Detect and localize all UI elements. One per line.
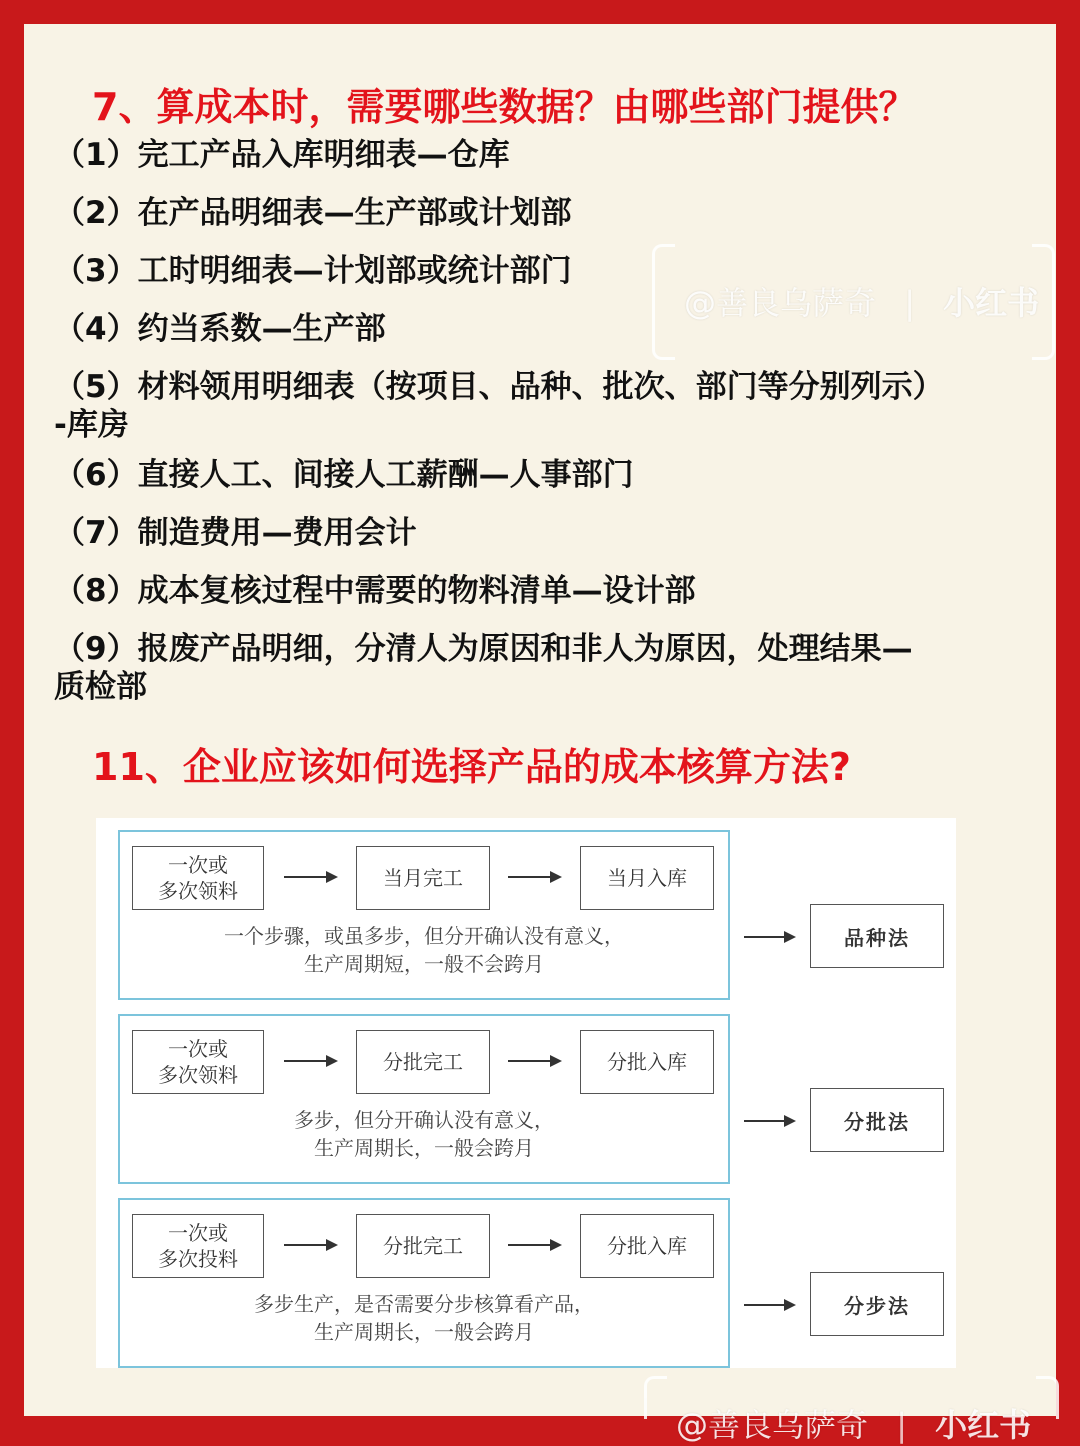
heading-question-7: 7、算成本时，需要哪些数据？由哪些部门提供？ (92, 85, 917, 129)
data-source-list (54, 136, 1054, 718)
watermark-separator: | (904, 284, 915, 322)
right-arrow-icon (744, 1120, 794, 1122)
watermark-handle: @善良乌萨奇 (676, 1406, 869, 1444)
step-material-line1: 一次或 (168, 1221, 228, 1245)
watermark-brand: 小红书 (935, 1406, 1032, 1444)
list-item: （3）工时明细表—计划部或统计部门 (54, 253, 572, 289)
step-material-line1: 一次或 (168, 1037, 228, 1061)
watermark-separator: | (896, 1406, 907, 1444)
description-line1: 多步，但分开确认没有意义， (294, 1108, 554, 1132)
description-line1: 多步生产，是否需要分步核算看产品， (254, 1292, 594, 1316)
list-item: （1）完工产品入库明细表—仓库 (54, 137, 510, 173)
diagram-group-batch (118, 1014, 730, 1184)
right-arrow-icon (508, 1060, 560, 1062)
watermark-upper (684, 278, 1039, 324)
watermark-bracket-right (1036, 1376, 1059, 1419)
right-arrow-icon (744, 936, 794, 938)
step-complete-box: 当月完工 (356, 846, 490, 910)
list-item: （6）直接人工、间接人工薪酬—人事部门 (54, 457, 634, 493)
diagram-group-step (118, 1198, 730, 1368)
group-description (120, 1106, 728, 1162)
method-box-step: 分步法 (810, 1272, 944, 1336)
step-material-box (132, 1030, 264, 1094)
right-arrow-icon (284, 876, 336, 878)
right-arrow-icon (284, 1244, 336, 1246)
list-item: （8）成本复核过程中需要的物料清单—设计部 (54, 573, 696, 609)
step-complete-box: 分批完工 (356, 1030, 490, 1094)
diagram-group-variety (118, 830, 730, 1000)
step-warehouse-box: 分批入库 (580, 1030, 714, 1094)
watermark-lower (676, 1400, 1031, 1446)
step-material-box (132, 846, 264, 910)
watermark-handle: @善良乌萨奇 (684, 284, 877, 322)
watermark-bracket-left (652, 244, 675, 360)
list-item: （4）约当系数—生产部 (54, 311, 386, 347)
step-material-line2: 多次领料 (158, 1063, 238, 1087)
watermark-bracket-left (644, 1376, 667, 1419)
costing-method-diagram (96, 818, 956, 1368)
right-arrow-icon (508, 876, 560, 878)
watermark-brand: 小红书 (943, 284, 1040, 322)
description-line2: 生产周期长，一般会跨月 (314, 1320, 534, 1344)
step-material-line1: 一次或 (168, 853, 228, 877)
step-material-box (132, 1214, 264, 1278)
method-box-variety: 品种法 (810, 904, 944, 968)
list-item: （7）制造费用—费用会计 (54, 515, 417, 551)
list-item: （5）材料领用明细表（按项目、品种、批次、部门等分别列示） -库房 (54, 369, 944, 443)
step-warehouse-box: 当月入库 (580, 846, 714, 910)
step-material-line2: 多次投料 (158, 1247, 238, 1271)
right-arrow-icon (284, 1060, 336, 1062)
heading-question-11: 11、企业应该如何选择产品的成本核算方法? (92, 745, 851, 789)
method-box-batch: 分批法 (810, 1088, 944, 1152)
content-card (24, 24, 1056, 1416)
group-description (120, 1290, 728, 1346)
step-complete-box: 分批完工 (356, 1214, 490, 1278)
right-arrow-icon (744, 1304, 794, 1306)
step-material-line2: 多次领料 (158, 879, 238, 903)
description-line2: 生产周期长，一般会跨月 (314, 1136, 534, 1160)
step-warehouse-box: 分批入库 (580, 1214, 714, 1278)
list-item: （2）在产品明细表—生产部或计划部 (54, 195, 572, 231)
list-item: （9）报废产品明细，分清人为原因和非人为原因，处理结果— 质检部 (54, 631, 913, 705)
description-line2: 生产周期短，一般不会跨月 (304, 952, 544, 976)
group-description (120, 922, 728, 978)
description-line1: 一个步骤，或虽多步，但分开确认没有意义， (224, 924, 624, 948)
right-arrow-icon (508, 1244, 560, 1246)
